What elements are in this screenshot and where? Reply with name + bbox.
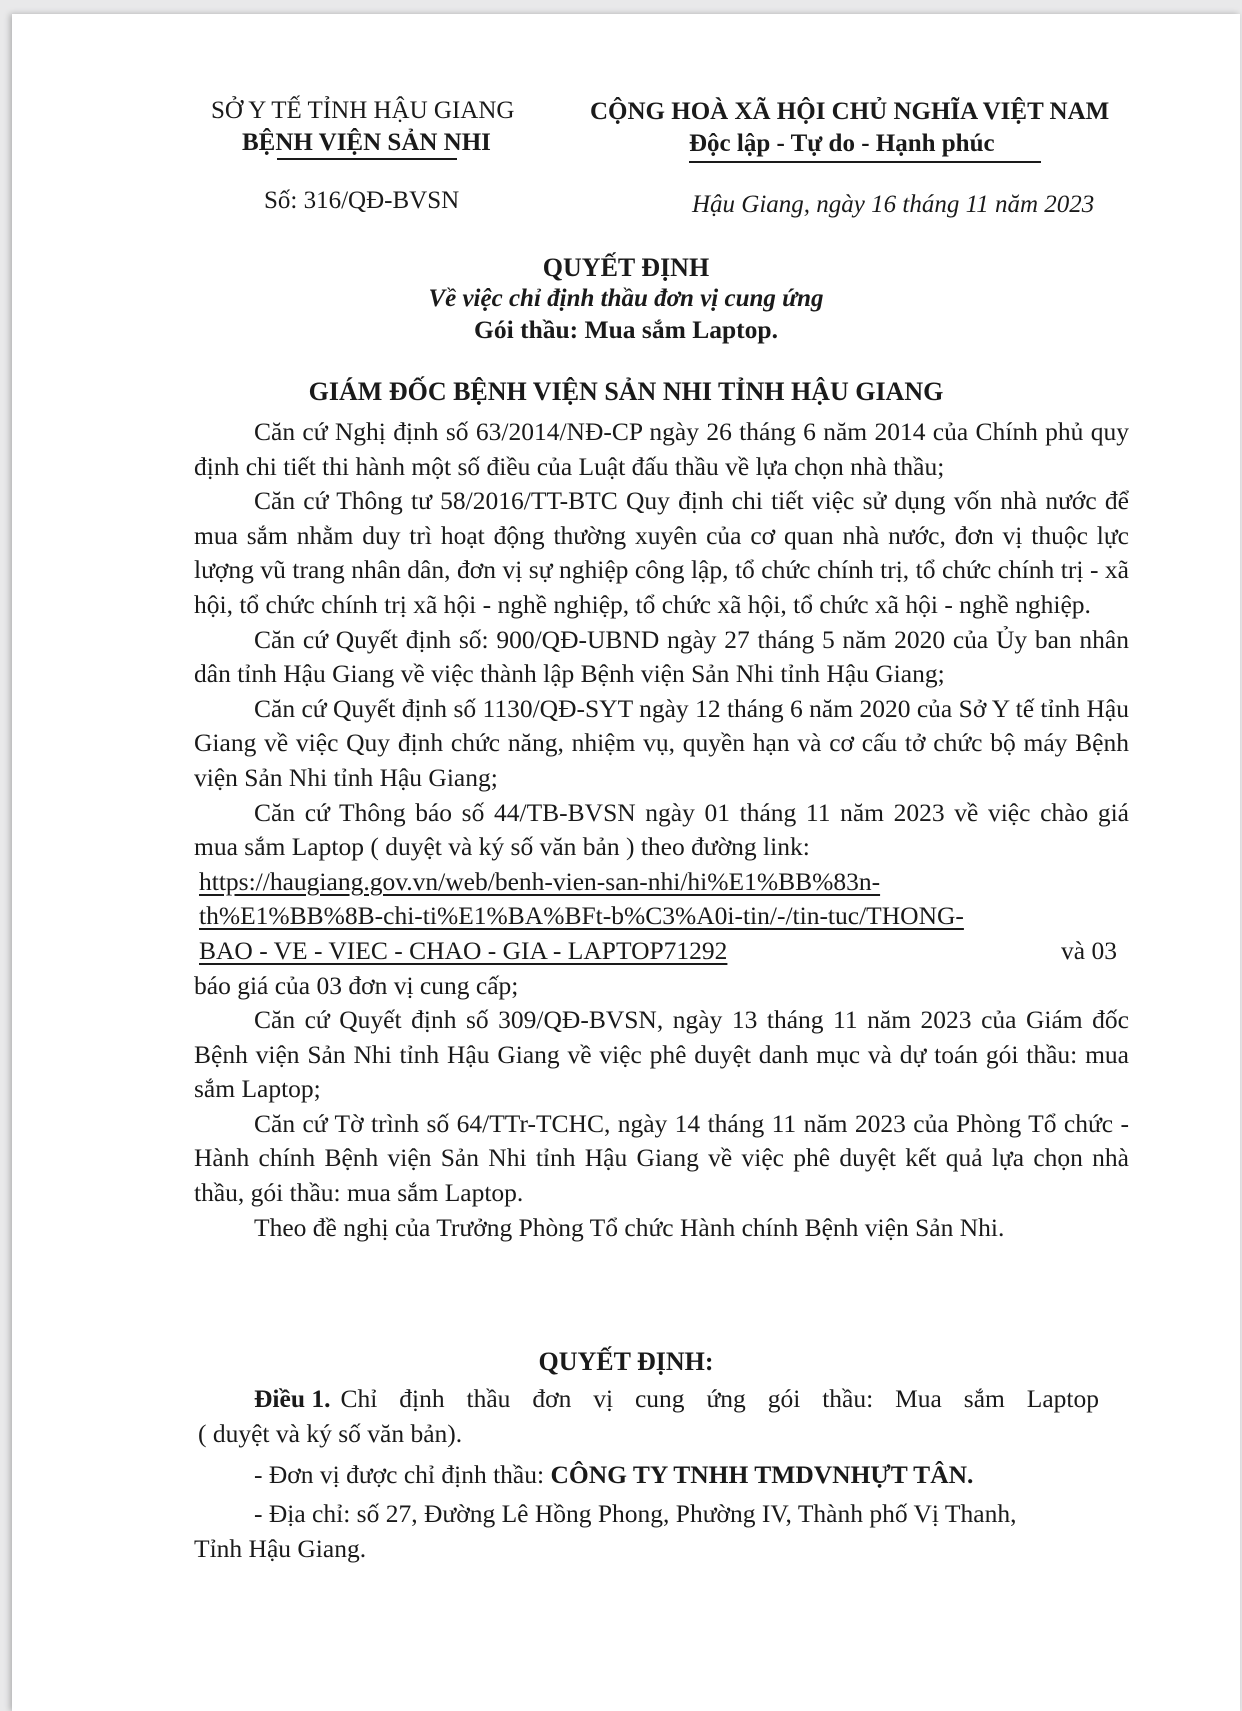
agency-name: SỞ Y TẾ TỈNH HẬU GIANG	[211, 97, 515, 124]
contractor-label: - Đơn vị được chỉ định thầu:	[254, 1460, 545, 1489]
document-title: QUYẾT ĐỊNH	[542, 253, 710, 282]
document-number: Số: 316/QĐ-BVSN	[264, 187, 460, 214]
link-last-row	[199, 934, 1129, 969]
basis-paragraph: Căn cứ Thông báo số 44/TB-BVSN ngày 01 tháng 11 năm 2023 về việc chào giá mua sắm Laptop ( duyệt và ký số văn bản ) theo đường link:	[194, 797, 1129, 862]
basis-paragraph: báo giá của 03 đơn vị cung cấp;	[194, 970, 519, 1000]
link-line[interactable]: https://haugiang.gov.vn/web/benh-vien-san-nhi/hi%E1%BB%83n-	[199, 866, 881, 896]
link-line[interactable]: th%E1%BB%8B-chi-ti%E1%BA%BFt-b%C3%A0i-tin/-/tin-tuc/THONG-	[199, 901, 964, 931]
basis-paragraph: Theo đề nghị của Trưởng Phòng Tổ chức Hành chính Bệnh viện Sản Nhi.	[254, 1212, 1005, 1242]
contractor-name: CÔNG TY TNHH TMDVNHỰT TÂN.	[550, 1460, 974, 1489]
package-name: Gói thầu: Mua sắm Laptop.	[474, 315, 778, 344]
contractor-line	[194, 1457, 1129, 1492]
document-subject: Về việc chỉ định thầu đơn vị cung ứng	[428, 285, 824, 312]
basis-paragraph: Căn cứ Quyết định số 309/QĐ-BVSN, ngày 13 tháng 11 năm 2023 của Giám đốc Bệnh viện Sản Nhi tỉnh Hậu Giang về việc phê duyệt danh mục và dự toán gói thầu: mua sắm Laptop;	[194, 1005, 1129, 1104]
basis-paragraph: Căn cứ Quyết định số: 900/QĐ-UBND ngày 27 tháng 5 năm 2020 của Ủy ban nhân dân tỉnh Hậu Giang về việc thành lập Bệnh viện Sản Nhi tỉnh Hậu Giang;	[194, 624, 1129, 689]
decision-heading: QUYẾT ĐỊNH:	[538, 1347, 714, 1376]
link-line[interactable]: BAO - VE - VIEC - CHAO - GIA - LAPTOP71292	[199, 935, 728, 965]
basis-paragraph: Căn cứ Nghị định số 63/2014/NĐ-CP ngày 26 tháng 6 năm 2014 của Chính phủ quy định chi tiết thi hành một số điều của Luật đấu thầu về lựa chọn nhà thầu;	[194, 417, 1129, 481]
document-page	[12, 14, 1240, 1711]
motto-underline	[689, 161, 1041, 163]
link-tail-text: và 03	[1061, 935, 1117, 965]
address-line-2: Tỉnh Hậu Giang.	[194, 1534, 367, 1563]
hospital-name-underline	[277, 158, 457, 160]
hospital-name: BỆNH VIỆN SẢN NHI	[242, 129, 491, 156]
article-1-line	[194, 1381, 1129, 1416]
article-1-continuation: ( duyệt và ký số văn bản).	[198, 1419, 463, 1448]
address-line: - Địa chỉ: số 27, Đường Lê Hồng Phong, Phường IV, Thành phố Vị Thanh,	[254, 1499, 1017, 1528]
document-date: Hậu Giang, ngày 16 tháng 11 năm 2023	[692, 191, 1095, 218]
announcement-link[interactable]	[194, 865, 1129, 969]
legal-bases	[194, 415, 1129, 1245]
national-motto: Độc lập - Tự do - Hạnh phúc	[689, 130, 995, 157]
basis-paragraph: Căn cứ Tờ trình số 64/TTr-TCHC, ngày 14 tháng 11 năm 2023 của Phòng Tổ chức - Hành chính Bệnh viện Sản Nhi tỉnh Hậu Giang về việc phê duyệt kết quả lựa chọn nhà thầu, gói thầu: mua sắm Laptop.	[194, 1108, 1129, 1208]
country-name: CỘNG HOÀ XÃ HỘI CHỦ NGHĨA VIỆT NAM	[590, 98, 1110, 125]
basis-paragraph: Căn cứ Thông tư 58/2016/TT-BTC Quy định chi tiết việc sử dụng vốn nhà nước để mua sắm nhằm duy trì hoạt động thường xuyên của cơ quan nhà nước, đơn vị thuộc lực lượng vũ trang nhân dân, đơn vị sự nghiệp công lập, tổ chức chính trị, tổ chức chính trị - xã hội, tổ chức chính trị xã hội - nghề nghiệp, tổ chức xã hội, tổ chức xã hội - nghề nghiệp.	[194, 486, 1129, 619]
article-1	[194, 1381, 1129, 1566]
issuing-authority: GIÁM ĐỐC BỆNH VIỆN SẢN NHI TỈNH HẬU GIANG	[308, 377, 944, 406]
basis-paragraph: Căn cứ Quyết định số 1130/QĐ-SYT ngày 12 tháng 6 năm 2020 của Sở Y tế tỉnh Hậu Giang về việc Quy định chức năng, nhiệm vụ, quyền hạn và cơ cấu tở chức bộ máy Bệnh viện Sản Nhi tỉnh Hậu Giang;	[194, 693, 1129, 792]
article-1-text: Chỉ định thầu đơn vị cung ứng gói thầu: Mua sắm Laptop	[340, 1384, 1099, 1413]
article-1-label: Điều 1.	[254, 1384, 331, 1413]
